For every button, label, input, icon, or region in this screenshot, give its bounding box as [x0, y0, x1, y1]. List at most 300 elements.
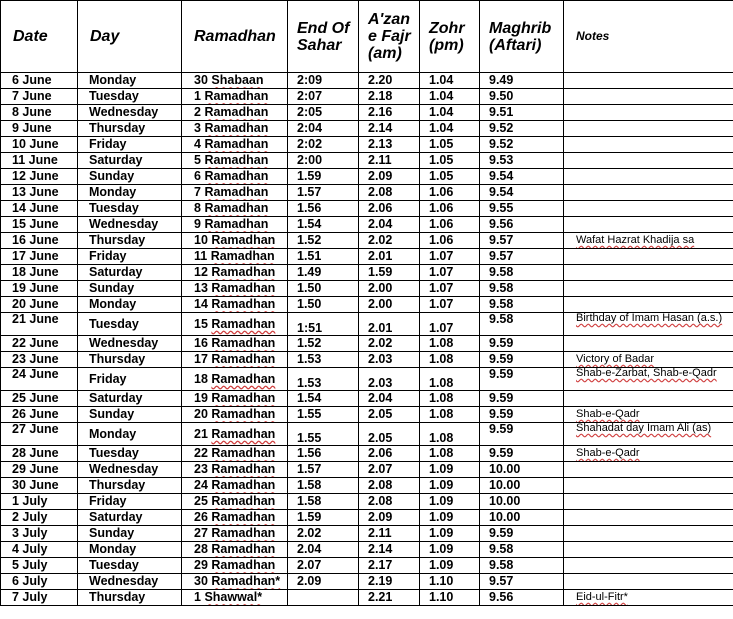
maghrib-cell: 9.58 — [480, 281, 564, 297]
day-cell: Sunday — [78, 281, 182, 297]
table-row — [1, 217, 733, 233]
date-cell: 26 June — [1, 407, 78, 423]
table-row — [1, 423, 733, 446]
month-name: Ramadhan — [210, 249, 275, 263]
azan-fajr-cell: 1.59 — [359, 265, 420, 281]
ramadhan-cell — [182, 494, 288, 510]
ramadhan-day-number: 27 — [194, 526, 208, 540]
zohr-cell: 1.08 — [420, 407, 480, 423]
month-name: Ramadhan — [211, 462, 276, 476]
day-cell: Saturday — [78, 265, 182, 281]
end-of-sahar-cell: 1.50 — [288, 281, 359, 297]
ramadhan-day-number: 10 — [194, 233, 208, 247]
table-row — [1, 558, 733, 574]
date-cell: 20 June — [1, 297, 78, 313]
notes-cell — [564, 121, 733, 137]
zohr-cell: 1.08 — [420, 423, 480, 446]
ramadhan-day-number: 12 — [194, 265, 208, 279]
end-of-sahar-cell: 1.52 — [288, 233, 359, 249]
day-cell: Thursday — [78, 590, 182, 606]
header-day: Day — [78, 1, 182, 73]
maghrib-cell: 9.59 — [480, 446, 564, 462]
ramadhan-day-number: 2 — [194, 105, 201, 119]
table-row — [1, 105, 733, 121]
table-row — [1, 73, 733, 89]
notes-cell — [564, 105, 733, 121]
ramadhan-cell — [182, 391, 288, 407]
day-cell: Wednesday — [78, 574, 182, 590]
azan-fajr-cell: 2.06 — [359, 201, 420, 217]
maghrib-cell: 9.58 — [480, 558, 564, 574]
date-cell: 13 June — [1, 185, 78, 201]
table-row — [1, 462, 733, 478]
ramadhan-day-number: 3 — [194, 121, 201, 135]
table-row — [1, 590, 733, 606]
ramadhan-day-number: 11 — [194, 249, 208, 263]
month-name: Ramadhan — [204, 137, 269, 151]
table-row — [1, 391, 733, 407]
end-of-sahar-cell: 2.02 — [288, 526, 359, 542]
ramadhan-cell — [182, 423, 288, 446]
header-end-of-sahar: End Of Sahar — [288, 1, 359, 73]
notes-cell — [564, 558, 733, 574]
table-row — [1, 89, 733, 105]
azan-fajr-cell: 2.20 — [359, 73, 420, 89]
header-maghrib: Maghrib (Aftari) — [480, 1, 564, 73]
date-cell: 19 June — [1, 281, 78, 297]
ramadhan-cell — [182, 526, 288, 542]
maghrib-cell: 9.58 — [480, 313, 564, 336]
date-cell: 7 July — [1, 590, 78, 606]
maghrib-cell: 9.52 — [480, 137, 564, 153]
date-cell: 27 June — [1, 423, 78, 446]
header-ramadhan: Ramadhan — [182, 1, 288, 73]
zohr-cell: 1.08 — [420, 336, 480, 352]
ramadhan-day-number: 8 — [194, 201, 201, 215]
ramadhan-cell — [182, 407, 288, 423]
maghrib-cell: 9.59 — [480, 391, 564, 407]
maghrib-cell: 9.57 — [480, 249, 564, 265]
day-cell: Tuesday — [78, 89, 182, 105]
date-cell: 10 June — [1, 137, 78, 153]
maghrib-cell: 9.57 — [480, 574, 564, 590]
table-row — [1, 574, 733, 590]
day-cell: Tuesday — [78, 558, 182, 574]
azan-fajr-cell: 2.09 — [359, 510, 420, 526]
end-of-sahar-cell: 2.04 — [288, 542, 359, 558]
maghrib-cell: 9.54 — [480, 169, 564, 185]
ramadhan-day-number: 1 — [194, 590, 201, 604]
month-name: Ramadhan — [211, 265, 276, 279]
table-row — [1, 352, 733, 368]
date-cell: 28 June — [1, 446, 78, 462]
end-of-sahar-cell: 1.57 — [288, 462, 359, 478]
end-of-sahar-cell: 1:51 — [288, 313, 359, 336]
table-row — [1, 446, 733, 462]
end-of-sahar-cell: 1.52 — [288, 336, 359, 352]
month-name: Ramadhan — [211, 336, 276, 350]
month-name: Ramadhan — [211, 542, 276, 556]
day-cell: Monday — [78, 73, 182, 89]
table-row — [1, 478, 733, 494]
maghrib-cell: 9.59 — [480, 336, 564, 352]
ramadhan-day-number: 26 — [194, 510, 208, 524]
table-row — [1, 510, 733, 526]
ramadhan-cell — [182, 89, 288, 105]
ramadhan-cell — [182, 185, 288, 201]
date-cell: 3 July — [1, 526, 78, 542]
month-name: Ramadhan — [204, 89, 269, 103]
zohr-cell: 1.09 — [420, 478, 480, 494]
azan-fajr-cell: 2.19 — [359, 574, 420, 590]
azan-fajr-cell: 2.03 — [359, 352, 420, 368]
ramadhan-cell — [182, 510, 288, 526]
day-cell: Tuesday — [78, 201, 182, 217]
maghrib-cell: 9.54 — [480, 185, 564, 201]
ramadhan-day-number: 13 — [194, 281, 208, 295]
azan-fajr-cell: 2.00 — [359, 297, 420, 313]
azan-fajr-cell: 2.11 — [359, 153, 420, 169]
end-of-sahar-cell: 2:07 — [288, 89, 359, 105]
end-of-sahar-cell: 2:00 — [288, 153, 359, 169]
ramadhan-cell — [182, 368, 288, 391]
maghrib-cell: 9.59 — [480, 352, 564, 368]
ramadhan-cell — [182, 297, 288, 313]
month-name: Ramadhan* — [211, 574, 281, 588]
table-row — [1, 137, 733, 153]
ramadhan-day-number: 23 — [194, 462, 208, 476]
date-cell: 11 June — [1, 153, 78, 169]
notes-cell — [564, 542, 733, 558]
ramadhan-day-number: 29 — [194, 558, 208, 572]
table-row — [1, 169, 733, 185]
azan-fajr-cell: 2.04 — [359, 217, 420, 233]
month-name: Ramadhan — [204, 185, 269, 199]
notes-cell — [564, 368, 733, 391]
zohr-cell: 1.09 — [420, 510, 480, 526]
azan-fajr-cell: 2.05 — [359, 423, 420, 446]
month-name: Ramadhan — [211, 233, 276, 247]
azan-fajr-cell: 2.04 — [359, 391, 420, 407]
ramadhan-cell — [182, 574, 288, 590]
ramadhan-day-number: 5 — [194, 153, 201, 167]
note-text: Victory of Badar — [576, 353, 655, 365]
zohr-cell: 1.04 — [420, 121, 480, 137]
note-text: Shab-e-Qadr — [576, 447, 640, 459]
end-of-sahar-cell: 2.09 — [288, 574, 359, 590]
maghrib-cell: 9.55 — [480, 201, 564, 217]
note-text: Wafat Hazrat Khadija sa — [576, 234, 695, 246]
table-row — [1, 249, 733, 265]
notes-cell — [564, 73, 733, 89]
day-cell: Sunday — [78, 526, 182, 542]
zohr-cell: 1.06 — [420, 201, 480, 217]
ramadhan-cell — [182, 265, 288, 281]
ramadhan-cell — [182, 169, 288, 185]
end-of-sahar-cell: 1.54 — [288, 391, 359, 407]
table-row — [1, 233, 733, 249]
date-cell: 16 June — [1, 233, 78, 249]
day-cell: Monday — [78, 423, 182, 446]
maghrib-cell: 9.59 — [480, 368, 564, 391]
ramadhan-day-number: 18 — [194, 371, 208, 386]
table-row — [1, 494, 733, 510]
end-of-sahar-cell: 1.53 — [288, 352, 359, 368]
maghrib-cell: 9.59 — [480, 526, 564, 542]
zohr-cell: 1.09 — [420, 542, 480, 558]
day-cell: Sunday — [78, 169, 182, 185]
zohr-cell: 1.07 — [420, 249, 480, 265]
azan-fajr-cell: 2.02 — [359, 233, 420, 249]
ramadhan-day-number: 20 — [194, 407, 208, 421]
table-row — [1, 368, 733, 391]
ramadhan-cell — [182, 153, 288, 169]
end-of-sahar-cell: 1.58 — [288, 478, 359, 494]
azan-fajr-cell: 2.08 — [359, 478, 420, 494]
date-cell: 8 June — [1, 105, 78, 121]
notes-cell — [564, 423, 733, 446]
note-text: Shab-e-Qadr — [576, 408, 640, 420]
azan-fajr-cell: 2.07 — [359, 462, 420, 478]
ramadhan-day-number: 24 — [194, 478, 208, 492]
header-zohr: Zohr (pm) — [420, 1, 480, 73]
date-cell: 5 July — [1, 558, 78, 574]
zohr-cell: 1.10 — [420, 574, 480, 590]
date-cell: 24 June — [1, 368, 78, 391]
end-of-sahar-cell: 1.58 — [288, 494, 359, 510]
maghrib-cell: 9.59 — [480, 407, 564, 423]
ramadhan-cell — [182, 249, 288, 265]
notes-cell — [564, 313, 733, 336]
zohr-cell: 1.08 — [420, 352, 480, 368]
table-row — [1, 153, 733, 169]
notes-cell — [564, 462, 733, 478]
end-of-sahar-cell: 2:02 — [288, 137, 359, 153]
table-row — [1, 121, 733, 137]
maghrib-cell: 9.51 — [480, 105, 564, 121]
end-of-sahar-cell: 1.59 — [288, 510, 359, 526]
day-cell: Wednesday — [78, 217, 182, 233]
azan-fajr-cell: 2.00 — [359, 281, 420, 297]
zohr-cell: 1.09 — [420, 494, 480, 510]
ramadhan-day-number: 17 — [194, 352, 208, 366]
ramadhan-cell — [182, 121, 288, 137]
azan-fajr-cell: 2.21 — [359, 590, 420, 606]
maghrib-cell: 9.52 — [480, 121, 564, 137]
header-notes: Notes — [564, 1, 733, 73]
month-name: Ramadhan — [204, 153, 269, 167]
day-cell: Monday — [78, 185, 182, 201]
maghrib-cell: 10.00 — [480, 478, 564, 494]
maghrib-cell: 9.53 — [480, 153, 564, 169]
end-of-sahar-cell: 1.55 — [288, 423, 359, 446]
ramadhan-day-number: 9 — [194, 217, 201, 231]
month-name: Ramadhan — [211, 426, 276, 441]
zohr-cell: 1.05 — [420, 153, 480, 169]
ramadhan-day-number: 1 — [194, 89, 201, 103]
notes-cell — [564, 217, 733, 233]
date-cell: 18 June — [1, 265, 78, 281]
ramadhan-day-number: 22 — [194, 446, 208, 460]
date-cell: 29 June — [1, 462, 78, 478]
date-cell: 14 June — [1, 201, 78, 217]
date-cell: 22 June — [1, 336, 78, 352]
table-row — [1, 313, 733, 336]
maghrib-cell: 10.00 — [480, 462, 564, 478]
date-cell: 9 June — [1, 121, 78, 137]
ramadhan-day-number: 6 — [194, 169, 201, 183]
day-cell: Monday — [78, 297, 182, 313]
end-of-sahar-cell: 1.49 — [288, 265, 359, 281]
date-cell: 30 June — [1, 478, 78, 494]
note-text: Birthday of Imam Hasan (a.s.) — [576, 312, 723, 324]
day-cell: Monday — [78, 542, 182, 558]
azan-fajr-cell: 2.06 — [359, 446, 420, 462]
month-name: Ramadhan — [211, 407, 276, 421]
notes-cell — [564, 391, 733, 407]
zohr-cell: 1.06 — [420, 233, 480, 249]
zohr-cell: 1.04 — [420, 73, 480, 89]
zohr-cell: 1.07 — [420, 265, 480, 281]
maghrib-cell: 9.56 — [480, 590, 564, 606]
notes-cell — [564, 336, 733, 352]
notes-cell — [564, 478, 733, 494]
header-row — [1, 1, 733, 73]
notes-cell — [564, 297, 733, 313]
note-text: Shab-e-Zarbat, Shab-e-Qadr — [576, 367, 717, 379]
date-cell: 4 July — [1, 542, 78, 558]
notes-cell — [564, 494, 733, 510]
day-cell: Friday — [78, 137, 182, 153]
day-cell: Thursday — [78, 121, 182, 137]
header-azan-fajr: A'zan e Fajr (am) — [359, 1, 420, 73]
ramadhan-cell — [182, 352, 288, 368]
zohr-cell: 1.06 — [420, 185, 480, 201]
date-cell: 1 July — [1, 494, 78, 510]
month-name: Ramadhan — [211, 526, 276, 540]
end-of-sahar-cell: 1.56 — [288, 446, 359, 462]
month-name: Ramadhan — [211, 281, 276, 295]
ramadhan-cell — [182, 217, 288, 233]
zohr-cell: 1.05 — [420, 137, 480, 153]
ramadhan-day-number: 30 — [194, 574, 208, 588]
month-name: Ramadhan — [211, 352, 276, 366]
notes-cell — [564, 281, 733, 297]
ramadhan-day-number: 7 — [194, 185, 201, 199]
zohr-cell: 1.08 — [420, 391, 480, 407]
ramadhan-cell — [182, 542, 288, 558]
zohr-cell: 1.09 — [420, 558, 480, 574]
zohr-cell: 1.05 — [420, 169, 480, 185]
azan-fajr-cell: 2.01 — [359, 249, 420, 265]
end-of-sahar-cell: 1.54 — [288, 217, 359, 233]
maghrib-cell: 9.58 — [480, 297, 564, 313]
month-name: Ramadhan — [211, 391, 276, 405]
zohr-cell: 1.09 — [420, 462, 480, 478]
ramadhan-day-number: 16 — [194, 336, 208, 350]
end-of-sahar-cell: 1.57 — [288, 185, 359, 201]
maghrib-cell: 9.50 — [480, 89, 564, 105]
notes-cell — [564, 137, 733, 153]
day-cell: Friday — [78, 494, 182, 510]
ramadhan-day-number: 19 — [194, 391, 208, 405]
month-name: Shawwal* — [204, 590, 263, 604]
table-row — [1, 407, 733, 423]
month-name: Ramadhan — [204, 201, 269, 215]
ramadhan-cell — [182, 446, 288, 462]
notes-cell — [564, 574, 733, 590]
table-row — [1, 297, 733, 313]
maghrib-cell: 10.00 — [480, 510, 564, 526]
end-of-sahar-cell: 1.53 — [288, 368, 359, 391]
azan-fajr-cell: 2.02 — [359, 336, 420, 352]
day-cell: Tuesday — [78, 313, 182, 336]
month-name: Ramadhan — [204, 169, 269, 183]
zohr-cell: 1.10 — [420, 590, 480, 606]
header-date: Date — [1, 1, 78, 73]
ramadhan-cell — [182, 590, 288, 606]
month-name: Ramadhan — [204, 121, 269, 135]
ramadhan-day-number: 15 — [194, 316, 208, 331]
maghrib-cell: 9.49 — [480, 73, 564, 89]
timetable-body — [1, 73, 733, 606]
notes-cell — [564, 446, 733, 462]
notes-cell — [564, 265, 733, 281]
day-cell: Saturday — [78, 510, 182, 526]
azan-fajr-cell: 2.16 — [359, 105, 420, 121]
day-cell: Saturday — [78, 153, 182, 169]
azan-fajr-cell: 2.14 — [359, 542, 420, 558]
date-cell: 6 June — [1, 73, 78, 89]
ramadhan-cell — [182, 233, 288, 249]
azan-fajr-cell: 2.17 — [359, 558, 420, 574]
month-name: Ramadhan — [204, 217, 269, 231]
zohr-cell: 1.07 — [420, 297, 480, 313]
day-cell: Friday — [78, 368, 182, 391]
notes-cell — [564, 590, 733, 606]
date-cell: 17 June — [1, 249, 78, 265]
notes-cell — [564, 352, 733, 368]
end-of-sahar-cell: 1.56 — [288, 201, 359, 217]
ramadhan-day-number: 25 — [194, 494, 208, 508]
date-cell: 21 June — [1, 313, 78, 336]
zohr-cell: 1.08 — [420, 446, 480, 462]
day-cell: Wednesday — [78, 462, 182, 478]
azan-fajr-cell: 2.13 — [359, 137, 420, 153]
end-of-sahar-cell — [288, 590, 359, 606]
ramadhan-cell — [182, 558, 288, 574]
month-name: Ramadhan — [211, 558, 276, 572]
maghrib-cell: 9.56 — [480, 217, 564, 233]
zohr-cell: 1.04 — [420, 89, 480, 105]
month-name: Shabaan — [211, 73, 264, 87]
end-of-sahar-cell: 1.55 — [288, 407, 359, 423]
month-name: Ramadhan — [211, 478, 276, 492]
zohr-cell: 1.07 — [420, 281, 480, 297]
notes-cell — [564, 169, 733, 185]
month-name: Ramadhan — [204, 105, 269, 119]
ramadhan-day-number: 21 — [194, 426, 208, 441]
end-of-sahar-cell: 1.50 — [288, 297, 359, 313]
ramadhan-cell — [182, 336, 288, 352]
day-cell: Friday — [78, 249, 182, 265]
day-cell: Thursday — [78, 352, 182, 368]
ramadhan-day-number: 4 — [194, 137, 201, 151]
azan-fajr-cell: 2.11 — [359, 526, 420, 542]
date-cell: 15 June — [1, 217, 78, 233]
notes-cell — [564, 153, 733, 169]
azan-fajr-cell: 2.03 — [359, 368, 420, 391]
